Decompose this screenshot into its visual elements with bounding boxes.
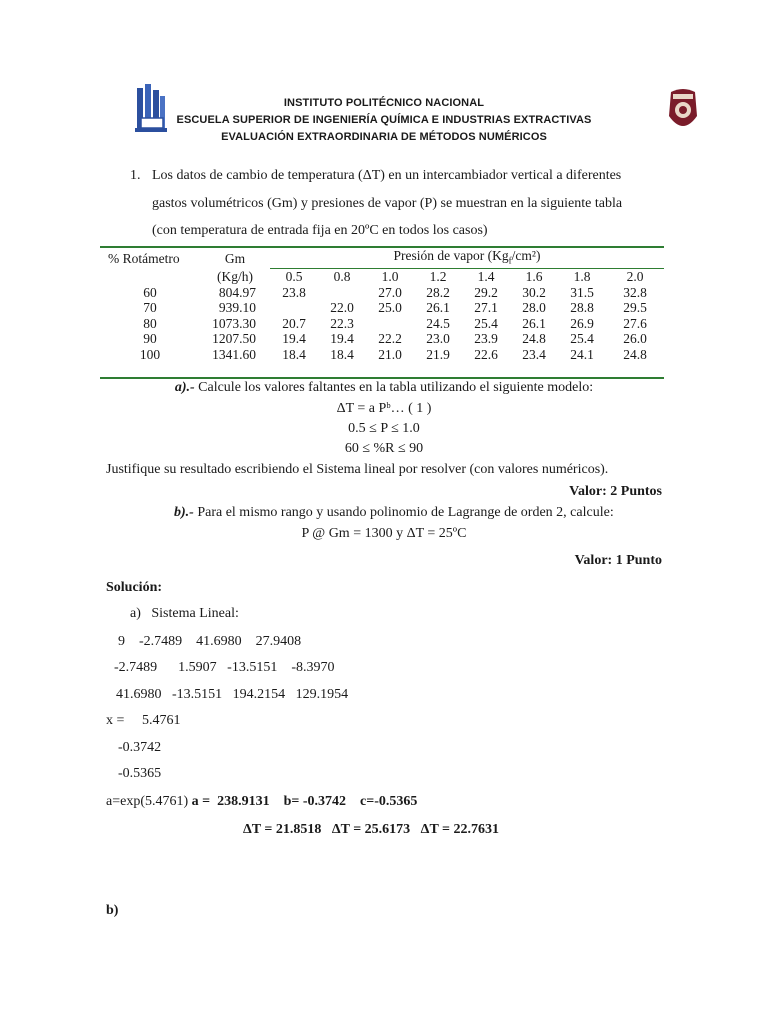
delta-t-cell: 25.4	[474, 315, 498, 331]
delta-t-cell: 18.4	[282, 346, 306, 362]
x-value-3: -0.5365	[118, 766, 162, 781]
part-a-label: a).-	[174, 380, 195, 395]
table-row	[100, 316, 664, 332]
part-a-value: Valor: 2 Puntos	[569, 484, 662, 499]
delta-t-cell: 24.5	[426, 315, 450, 331]
delta-t-cell: 19.4	[282, 331, 306, 347]
data-table	[100, 248, 664, 362]
rot-cell: 70	[143, 300, 157, 316]
delta-t-cell: 24.8	[522, 331, 546, 347]
pressure-header-0: 0.5	[285, 269, 303, 285]
exam-title: EVALUACIÓN EXTRAORDINARIA DE MÉTODOS NUMÉRICOS	[221, 131, 547, 143]
problem-line-1: Los datos de cambio de temperatura (ΔT) en un intercambiador vertical a diferentes	[152, 168, 622, 183]
delta-t-cell: 27.6	[623, 315, 647, 331]
header-pressure: Presión de vapor $(Kg_f/cm^2)$	[393, 248, 541, 266]
pressure-header-4: 1.4	[477, 269, 495, 285]
delta-t-cell: 22.3	[330, 315, 354, 331]
pressure-range: 0.5 ≤ P ≤ 1.0	[348, 421, 420, 436]
institution-name: INSTITUTO POLITÉCNICO NACIONAL	[283, 97, 485, 109]
matrix-row-3: 41.6980 -13.5151 194.2154 129.1954	[116, 687, 349, 702]
solution-a-item: a) Sistema Lineal:	[130, 606, 239, 621]
delta-t-cell: 30.2	[522, 284, 546, 300]
delta-t-cell: 24.8	[623, 346, 647, 362]
delta-t-cell: 29.5	[623, 300, 647, 316]
school-name: ESCUELA SUPERIOR DE INGENIERÍA QUÍMICA E INDUSTRIAS EXTRACTIVAS	[176, 114, 592, 126]
gm-cell: 1207.50	[212, 331, 256, 347]
delta-t-cell: 24.1	[570, 346, 594, 362]
delta-t-cell: 22.6	[474, 346, 498, 362]
delta-t-cell: 26.1	[522, 315, 546, 331]
pressure-header-6: 1.8	[573, 269, 591, 285]
table-row	[100, 300, 664, 316]
delta-t-cell: 27.1	[474, 300, 498, 316]
matrix-row-1: 9 -2.7489 41.6980 27.9408	[118, 634, 302, 649]
delta-t-cell: 29.2	[474, 284, 498, 300]
pressure-header-1: 0.8	[333, 269, 351, 285]
delta-t-cell: 32.8	[623, 284, 647, 300]
table-row	[100, 285, 664, 301]
delta-t-cell: 18.4	[330, 346, 354, 362]
delta-t-cell: 21.0	[378, 346, 402, 362]
part-b-statement: b).- Para el mismo rango y usando polinomio de Lagrange de orden 2, calcule:	[174, 505, 614, 520]
pressure-header-3: 1.2	[429, 269, 447, 285]
part-b-label: b).-	[174, 505, 194, 520]
delta-t-cell: 28.8	[570, 300, 594, 316]
gm-cell: 939.10	[218, 300, 256, 316]
delta-t-cell: 25.0	[378, 300, 402, 316]
table-bottom-rule	[100, 377, 664, 379]
table-row	[100, 347, 664, 363]
pressure-header-7: 2.0	[626, 269, 644, 285]
part-a-statement: a).- Calcule los valores faltantes en la tabla utilizando el siguiente modelo:	[174, 380, 594, 395]
delta-t-cell: 26.9	[570, 315, 594, 331]
x-label: x =	[106, 713, 125, 728]
pressure-header-2: 1.0	[381, 269, 399, 285]
delta-t-cell: 26.1	[426, 300, 450, 316]
delta-t-cell: 19.4	[330, 331, 354, 347]
matrix-row-2: -2.7489 1.5907 -13.5151 -8.3970	[114, 660, 335, 675]
header-gm-unit: (Kg/h)	[217, 269, 253, 285]
delta-t-cell: 22.2	[378, 331, 402, 347]
delta-t-cell: 22.0	[330, 300, 354, 316]
rot-cell: 80	[143, 315, 157, 331]
delta-t-cell	[318, 285, 366, 301]
header-gm: Gm	[224, 250, 246, 266]
model-equation: ΔT = a Pᵇ… ( 1 )	[336, 401, 432, 416]
problem-number: 1.	[130, 168, 141, 183]
part-b-value: Valor: 1 Punto	[574, 553, 662, 568]
problem-line-3: (con temperatura de entrada fija en 20ºC en todos los casos)	[152, 223, 488, 238]
table-row	[100, 331, 664, 347]
ipn-logo	[665, 86, 701, 136]
coefficients-line: a=exp(5.4761) a = 238.9131 b= -0.3742 c=-0.5365	[106, 794, 418, 809]
delta-t-cell: 23.9	[474, 331, 498, 347]
rot-cell: 100	[139, 346, 161, 362]
delta-t-cell	[270, 300, 318, 316]
solution-b-label: b)	[106, 903, 119, 918]
delta-t-cell: 26.0	[623, 331, 647, 347]
delta-t-results: ΔT = 21.8518 ΔT = 25.6173 ΔT = 22.7631	[243, 822, 500, 837]
delta-t-cell: 31.5	[570, 284, 594, 300]
problem-line-2: gastos volumétricos (Gm) y presiones de vapor (P) se muestran en la siguiente tabla	[152, 196, 623, 211]
delta-t-cell: 28.2	[426, 284, 450, 300]
delta-t-cell: 28.0	[522, 300, 546, 316]
delta-t-cell: 23.8	[282, 284, 306, 300]
pressure-header-5: 1.6	[525, 269, 543, 285]
solution-title: Solución:	[106, 580, 163, 595]
part-b-equation: P @ Gm = 1300 y ΔT = 25ºC	[301, 526, 467, 541]
delta-t-cell: 20.7	[282, 315, 306, 331]
rot-cell: 90	[143, 331, 157, 347]
gm-cell: 1341.60	[212, 346, 256, 362]
delta-t-cell: 25.4	[570, 331, 594, 347]
delta-t-cell: 23.4	[522, 346, 546, 362]
delta-t-cell: 27.0	[378, 284, 402, 300]
rot-cell: 60	[143, 284, 157, 300]
delta-t-cell: 21.9	[426, 346, 450, 362]
gm-cell: 804.97	[218, 284, 256, 300]
x-value-1: 5.4761	[142, 713, 181, 728]
header-rotametro: % Rotámetro	[108, 250, 180, 266]
rotameter-range: 60 ≤ %R ≤ 90	[344, 441, 424, 456]
gm-cell: 1073.30	[212, 315, 256, 331]
delta-t-cell: 23.0	[426, 331, 450, 347]
justify-text: Justifique su resultado escribiendo el Sistema lineal por resolver (con valores numéricos).	[106, 462, 609, 477]
delta-t-cell	[366, 316, 414, 332]
x-value-2: -0.3742	[118, 740, 162, 755]
